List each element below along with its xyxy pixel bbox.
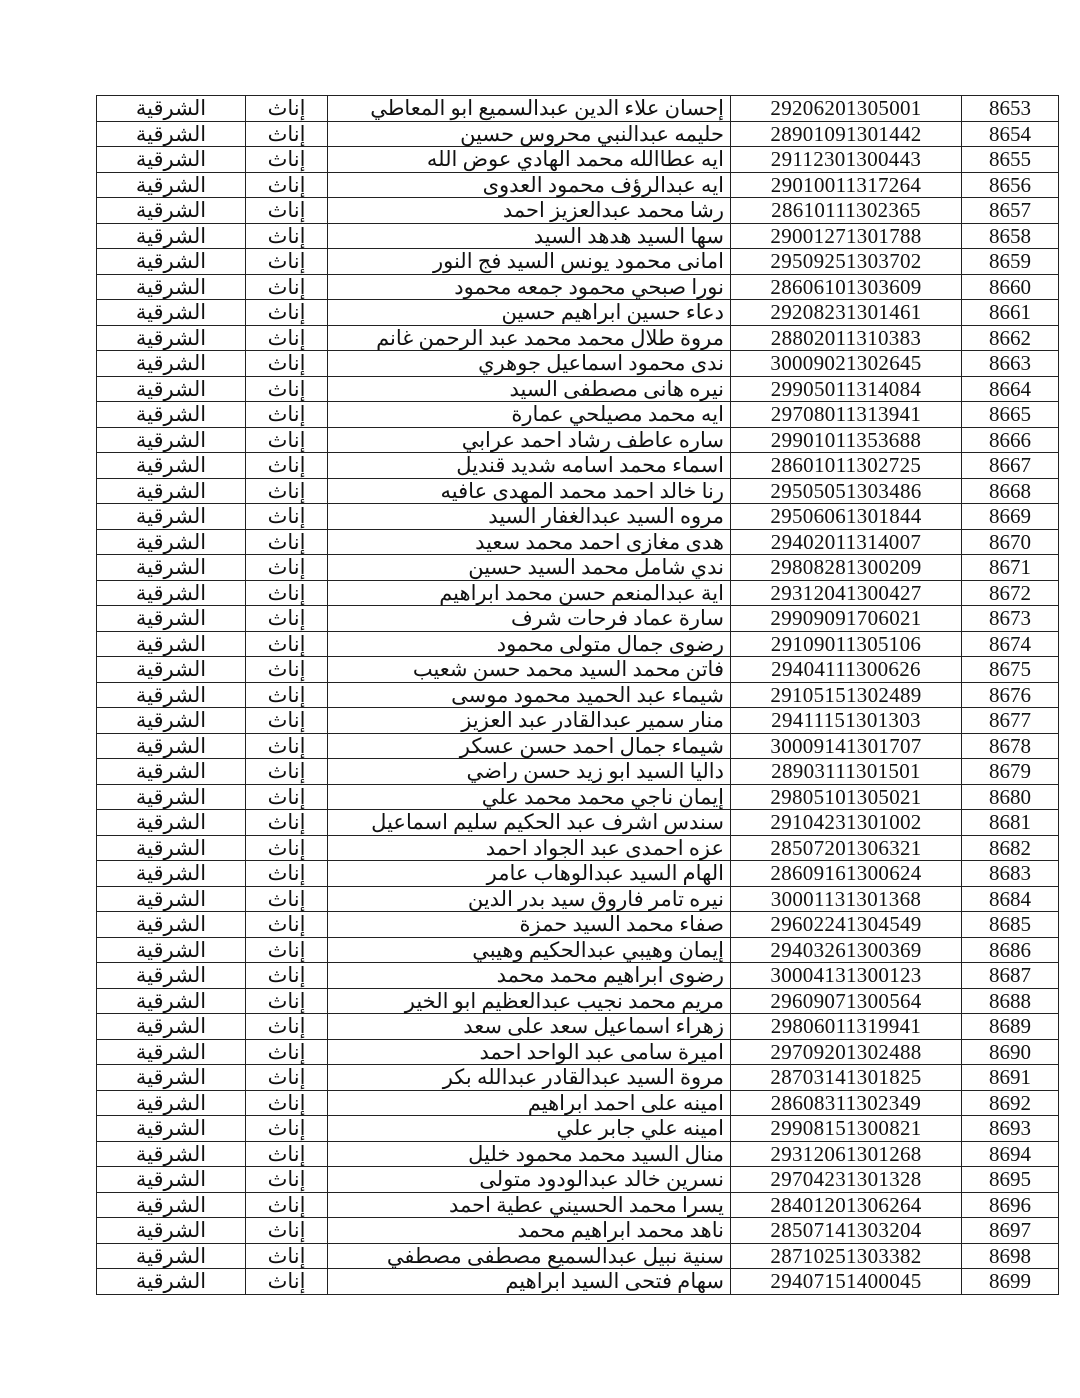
table-row: [97, 453, 1059, 479]
serial-number-cell: 8695: [962, 1167, 1059, 1193]
national-id-cell: 29104231301002: [731, 810, 962, 836]
national-id-cell: 29112301300443: [731, 147, 962, 173]
gender-cell: إناث: [246, 121, 328, 147]
serial-number-cell: 8683: [962, 861, 1059, 887]
full-name-cell: سندس اشرف عبد الحكيم سليم اسماعيل: [328, 810, 731, 836]
national-id-cell: 29010011317264: [731, 172, 962, 198]
national-id-cell: 29208231301461: [731, 300, 962, 326]
gender-cell: إناث: [246, 96, 328, 122]
national-id-cell: 29312041300427: [731, 580, 962, 606]
table-row: [97, 300, 1059, 326]
governorate-cell: الشرقية: [97, 1090, 246, 1116]
governorate-cell: الشرقية: [97, 172, 246, 198]
full-name-cell: مروه السيد عبدالغفار السيد: [328, 504, 731, 530]
gender-cell: إناث: [246, 631, 328, 657]
governorate-cell: الشرقية: [97, 912, 246, 938]
full-name-cell: عزه احمدى عبد الجواد احمد: [328, 835, 731, 861]
full-name-cell: سنية نبيل عبدالسميع مصطفى مصطفي: [328, 1243, 731, 1269]
national-id-cell: 28903111301501: [731, 759, 962, 785]
gender-cell: إناث: [246, 1141, 328, 1167]
national-id-cell: 29509251303702: [731, 249, 962, 275]
table-row: [97, 1218, 1059, 1244]
serial-number-cell: 8669: [962, 504, 1059, 530]
serial-number-cell: 8693: [962, 1116, 1059, 1142]
table-row: [97, 606, 1059, 632]
table-row: [97, 478, 1059, 504]
full-name-cell: مروة طلال محمد محمد عبد الرحمن غانم: [328, 325, 731, 351]
gender-cell: إناث: [246, 861, 328, 887]
serial-number-cell: 8654: [962, 121, 1059, 147]
full-name-cell: زهراء اسماعيل سعد على سعد: [328, 1014, 731, 1040]
serial-number-cell: 8692: [962, 1090, 1059, 1116]
full-name-cell: داليا السيد ابو زيد حسن راضي: [328, 759, 731, 785]
serial-number-cell: 8688: [962, 988, 1059, 1014]
gender-cell: إناث: [246, 1090, 328, 1116]
governorate-cell: الشرقية: [97, 555, 246, 581]
gender-cell: إناث: [246, 249, 328, 275]
full-name-cell: نيره تامر فاروق سيد بدر الدين: [328, 886, 731, 912]
table-row: [97, 1116, 1059, 1142]
serial-number-cell: 8670: [962, 529, 1059, 555]
table-row: [97, 121, 1059, 147]
full-name-cell: سهام فتحى السيد ابراهيم: [328, 1269, 731, 1295]
table-row: [97, 1269, 1059, 1295]
governorate-cell: الشرقية: [97, 886, 246, 912]
gender-cell: إناث: [246, 1039, 328, 1065]
table-row: [97, 351, 1059, 377]
table-row: [97, 1243, 1059, 1269]
full-name-cell: ايه عبدالرؤف محمود العدوى: [328, 172, 731, 198]
table-row: [97, 810, 1059, 836]
national-id-cell: 29505051303486: [731, 478, 962, 504]
national-id-cell: 29806011319941: [731, 1014, 962, 1040]
serial-number-cell: 8689: [962, 1014, 1059, 1040]
national-id-cell: 30004131300123: [731, 963, 962, 989]
national-id-cell: 29905011314084: [731, 376, 962, 402]
gender-cell: إناث: [246, 886, 328, 912]
full-name-cell: حليمه عبدالنبي محروس حسين: [328, 121, 731, 147]
gender-cell: إناث: [246, 555, 328, 581]
table-row: [97, 988, 1059, 1014]
table-row: [97, 963, 1059, 989]
table-row: [97, 682, 1059, 708]
serial-number-cell: 8682: [962, 835, 1059, 861]
governorate-cell: الشرقية: [97, 351, 246, 377]
full-name-cell: شيماء عبد الحميد محمود موسى: [328, 682, 731, 708]
national-id-cell: 28710251303382: [731, 1243, 962, 1269]
serial-number-cell: 8663: [962, 351, 1059, 377]
full-name-cell: مروة السيد عبدالقادر عبدالله بكر: [328, 1065, 731, 1091]
table-row: [97, 759, 1059, 785]
gender-cell: إناث: [246, 529, 328, 555]
table-row: [97, 1039, 1059, 1065]
governorate-cell: الشرقية: [97, 1269, 246, 1295]
serial-number-cell: 8678: [962, 733, 1059, 759]
gender-cell: إناث: [246, 733, 328, 759]
governorate-cell: الشرقية: [97, 1039, 246, 1065]
full-name-cell: الهام السيد عبدالوهاب عامر: [328, 861, 731, 887]
gender-cell: إناث: [246, 325, 328, 351]
serial-number-cell: 8680: [962, 784, 1059, 810]
gender-cell: إناث: [246, 1065, 328, 1091]
full-name-cell: سها السيد هدهد السيد: [328, 223, 731, 249]
governorate-cell: الشرقية: [97, 1167, 246, 1193]
serial-number-cell: 8666: [962, 427, 1059, 453]
table-row: [97, 708, 1059, 734]
table-row: [97, 580, 1059, 606]
governorate-cell: الشرقية: [97, 223, 246, 249]
full-name-cell: هدى مغازى احمد محمد سعيد: [328, 529, 731, 555]
full-name-cell: اميرة سامى عبد الواحد احمد: [328, 1039, 731, 1065]
national-id-cell: 28703141301825: [731, 1065, 962, 1091]
national-id-cell: 29805101305021: [731, 784, 962, 810]
serial-number-cell: 8679: [962, 759, 1059, 785]
serial-number-cell: 8673: [962, 606, 1059, 632]
gender-cell: إناث: [246, 835, 328, 861]
roster-table: [96, 95, 1059, 1295]
national-id-cell: 29908151300821: [731, 1116, 962, 1142]
governorate-cell: الشرقية: [97, 427, 246, 453]
serial-number-cell: 8685: [962, 912, 1059, 938]
table-row: [97, 1065, 1059, 1091]
national-id-cell: 29808281300209: [731, 555, 962, 581]
full-name-cell: إحسان علاء الدين عبدالسميع ابو المعاطي: [328, 96, 731, 122]
national-id-cell: 29709201302488: [731, 1039, 962, 1065]
serial-number-cell: 8657: [962, 198, 1059, 224]
gender-cell: إناث: [246, 147, 328, 173]
table-row: [97, 504, 1059, 530]
governorate-cell: الشرقية: [97, 402, 246, 428]
full-name-cell: رنا خالد احمد محمد المهدى عافيه: [328, 478, 731, 504]
full-name-cell: مريم محمد نجيب عبدالعظيم ابو الخير: [328, 988, 731, 1014]
full-name-cell: منار سمير عبدالقادر عبد العزيز: [328, 708, 731, 734]
full-name-cell: ندى محمود اسماعيل جوهري: [328, 351, 731, 377]
national-id-cell: 28802011310383: [731, 325, 962, 351]
gender-cell: إناث: [246, 1269, 328, 1295]
full-name-cell: فاتن محمد السيد محمد حسن شعيب: [328, 657, 731, 683]
gender-cell: إناث: [246, 402, 328, 428]
serial-number-cell: 8655: [962, 147, 1059, 173]
table-row: [97, 1141, 1059, 1167]
national-id-cell: 29704231301328: [731, 1167, 962, 1193]
gender-cell: إناث: [246, 784, 328, 810]
gender-cell: إناث: [246, 1192, 328, 1218]
table-row: [97, 784, 1059, 810]
full-name-cell: امينه على احمد ابراهيم: [328, 1090, 731, 1116]
governorate-cell: الشرقية: [97, 733, 246, 759]
serial-number-cell: 8674: [962, 631, 1059, 657]
governorate-cell: الشرقية: [97, 1014, 246, 1040]
serial-number-cell: 8677: [962, 708, 1059, 734]
table-row: [97, 376, 1059, 402]
full-name-cell: اية عبدالمنعم حسن محمد ابراهيم: [328, 580, 731, 606]
serial-number-cell: 8691: [962, 1065, 1059, 1091]
table-row: [97, 1192, 1059, 1218]
gender-cell: إناث: [246, 504, 328, 530]
full-name-cell: نيره هانى مصطفى السيد: [328, 376, 731, 402]
national-id-cell: 29909091706021: [731, 606, 962, 632]
governorate-cell: الشرقية: [97, 708, 246, 734]
table-row: [97, 147, 1059, 173]
gender-cell: إناث: [246, 478, 328, 504]
gender-cell: إناث: [246, 1014, 328, 1040]
national-id-cell: 28507141303204: [731, 1218, 962, 1244]
gender-cell: إناث: [246, 580, 328, 606]
table-row: [97, 223, 1059, 249]
gender-cell: إناث: [246, 274, 328, 300]
gender-cell: إناث: [246, 1218, 328, 1244]
serial-number-cell: 8665: [962, 402, 1059, 428]
full-name-cell: ناهد محمد ابراهيم محمد: [328, 1218, 731, 1244]
gender-cell: إناث: [246, 912, 328, 938]
serial-number-cell: 8690: [962, 1039, 1059, 1065]
serial-number-cell: 8662: [962, 325, 1059, 351]
gender-cell: إناث: [246, 810, 328, 836]
national-id-cell: 29901011353688: [731, 427, 962, 453]
national-id-cell: 29407151400045: [731, 1269, 962, 1295]
serial-number-cell: 8675: [962, 657, 1059, 683]
national-id-cell: 29109011305106: [731, 631, 962, 657]
full-name-cell: سارة عماد فرحات شرف: [328, 606, 731, 632]
governorate-cell: الشرقية: [97, 988, 246, 1014]
governorate-cell: الشرقية: [97, 121, 246, 147]
serial-number-cell: 8697: [962, 1218, 1059, 1244]
full-name-cell: رشا محمد عبدالعزيز احمد: [328, 198, 731, 224]
serial-number-cell: 8676: [962, 682, 1059, 708]
national-id-cell: 29403261300369: [731, 937, 962, 963]
table-row: [97, 886, 1059, 912]
governorate-cell: الشرقية: [97, 249, 246, 275]
gender-cell: إناث: [246, 300, 328, 326]
full-name-cell: اسماء محمد اسامه شديد قنديل: [328, 453, 731, 479]
governorate-cell: الشرقية: [97, 1218, 246, 1244]
table-row: [97, 835, 1059, 861]
table-row: [97, 1014, 1059, 1040]
governorate-cell: الشرقية: [97, 631, 246, 657]
governorate-cell: الشرقية: [97, 861, 246, 887]
full-name-cell: دعاء حسين ابراهيم حسين: [328, 300, 731, 326]
governorate-cell: الشرقية: [97, 963, 246, 989]
governorate-cell: الشرقية: [97, 504, 246, 530]
governorate-cell: الشرقية: [97, 657, 246, 683]
national-id-cell: 29312061301268: [731, 1141, 962, 1167]
national-id-cell: 29404111300626: [731, 657, 962, 683]
national-id-cell: 29708011313941: [731, 402, 962, 428]
table-row: [97, 1090, 1059, 1116]
table-row: [97, 402, 1059, 428]
gender-cell: إناث: [246, 682, 328, 708]
table-row: [97, 96, 1059, 122]
full-name-cell: ايه محمد مصيلحي عمارة: [328, 402, 731, 428]
serial-number-cell: 8699: [962, 1269, 1059, 1295]
national-id-cell: 28901091301442: [731, 121, 962, 147]
governorate-cell: الشرقية: [97, 580, 246, 606]
full-name-cell: ندي شامل محمد السيد حسين: [328, 555, 731, 581]
gender-cell: إناث: [246, 963, 328, 989]
serial-number-cell: 8687: [962, 963, 1059, 989]
national-id-cell: 29206201305001: [731, 96, 962, 122]
serial-number-cell: 8658: [962, 223, 1059, 249]
gender-cell: إناث: [246, 937, 328, 963]
governorate-cell: الشرقية: [97, 198, 246, 224]
governorate-cell: الشرقية: [97, 147, 246, 173]
governorate-cell: الشرقية: [97, 300, 246, 326]
serial-number-cell: 8653: [962, 96, 1059, 122]
governorate-cell: الشرقية: [97, 606, 246, 632]
gender-cell: إناث: [246, 988, 328, 1014]
serial-number-cell: 8698: [962, 1243, 1059, 1269]
governorate-cell: الشرقية: [97, 325, 246, 351]
table-row: [97, 555, 1059, 581]
national-id-cell: 28606101303609: [731, 274, 962, 300]
table-row: [97, 733, 1059, 759]
table-row: [97, 631, 1059, 657]
governorate-cell: الشرقية: [97, 274, 246, 300]
full-name-cell: رضوى ابراهيم محمد محمد: [328, 963, 731, 989]
serial-number-cell: 8686: [962, 937, 1059, 963]
full-name-cell: شيماء جمال احمد حسن عسكر: [328, 733, 731, 759]
serial-number-cell: 8696: [962, 1192, 1059, 1218]
national-id-cell: 30009141301707: [731, 733, 962, 759]
full-name-cell: إيمان وهيبي عبدالحكيم وهيبي: [328, 937, 731, 963]
national-id-cell: 29001271301788: [731, 223, 962, 249]
document-page: [96, 95, 1031, 1295]
governorate-cell: الشرقية: [97, 835, 246, 861]
table-row: [97, 912, 1059, 938]
full-name-cell: منال السيد محمد محمود خليل: [328, 1141, 731, 1167]
governorate-cell: الشرقية: [97, 1243, 246, 1269]
national-id-cell: 30001131301368: [731, 886, 962, 912]
national-id-cell: 28608311302349: [731, 1090, 962, 1116]
gender-cell: إناث: [246, 172, 328, 198]
gender-cell: إناث: [246, 1243, 328, 1269]
full-name-cell: امانى محمود يونس السيد فج النور: [328, 249, 731, 275]
full-name-cell: ساره عاطف رشاد احمد عرابي: [328, 427, 731, 453]
gender-cell: إناث: [246, 223, 328, 249]
national-id-cell: 28609161300624: [731, 861, 962, 887]
gender-cell: إناث: [246, 427, 328, 453]
serial-number-cell: 8659: [962, 249, 1059, 275]
table-row: [97, 325, 1059, 351]
serial-number-cell: 8681: [962, 810, 1059, 836]
table-row: [97, 249, 1059, 275]
governorate-cell: الشرقية: [97, 478, 246, 504]
gender-cell: إناث: [246, 657, 328, 683]
table-row: [97, 427, 1059, 453]
table-row: [97, 198, 1059, 224]
national-id-cell: 29411151301303: [731, 708, 962, 734]
serial-number-cell: 8667: [962, 453, 1059, 479]
gender-cell: إناث: [246, 759, 328, 785]
governorate-cell: الشرقية: [97, 759, 246, 785]
roster-table-body: [97, 96, 1059, 1295]
national-id-cell: 28601011302725: [731, 453, 962, 479]
table-row: [97, 529, 1059, 555]
national-id-cell: 30009021302645: [731, 351, 962, 377]
serial-number-cell: 8694: [962, 1141, 1059, 1167]
gender-cell: إناث: [246, 708, 328, 734]
national-id-cell: 29506061301844: [731, 504, 962, 530]
full-name-cell: نسرين خالد عبدالودود متولى: [328, 1167, 731, 1193]
governorate-cell: الشرقية: [97, 529, 246, 555]
governorate-cell: الشرقية: [97, 376, 246, 402]
table-row: [97, 274, 1059, 300]
national-id-cell: 29105151302489: [731, 682, 962, 708]
national-id-cell: 28610111302365: [731, 198, 962, 224]
gender-cell: إناث: [246, 351, 328, 377]
table-row: [97, 861, 1059, 887]
serial-number-cell: 8656: [962, 172, 1059, 198]
governorate-cell: الشرقية: [97, 96, 246, 122]
national-id-cell: 29402011314007: [731, 529, 962, 555]
serial-number-cell: 8668: [962, 478, 1059, 504]
serial-number-cell: 8672: [962, 580, 1059, 606]
gender-cell: إناث: [246, 606, 328, 632]
governorate-cell: الشرقية: [97, 682, 246, 708]
governorate-cell: الشرقية: [97, 453, 246, 479]
full-name-cell: يسرا محمد الحسيني عطية احمد: [328, 1192, 731, 1218]
governorate-cell: الشرقية: [97, 810, 246, 836]
governorate-cell: الشرقية: [97, 1192, 246, 1218]
national-id-cell: 29609071300564: [731, 988, 962, 1014]
national-id-cell: 28507201306321: [731, 835, 962, 861]
full-name-cell: نورا صبحي محمود جمعه محمود: [328, 274, 731, 300]
full-name-cell: ايه عطاالله محمد الهادي عوض الله: [328, 147, 731, 173]
table-row: [97, 657, 1059, 683]
full-name-cell: امينه علي جابر علي: [328, 1116, 731, 1142]
serial-number-cell: 8684: [962, 886, 1059, 912]
full-name-cell: صفاء محمد السيد حمزة: [328, 912, 731, 938]
serial-number-cell: 8661: [962, 300, 1059, 326]
gender-cell: إناث: [246, 453, 328, 479]
governorate-cell: الشرقية: [97, 1065, 246, 1091]
governorate-cell: الشرقية: [97, 1116, 246, 1142]
serial-number-cell: 8671: [962, 555, 1059, 581]
gender-cell: إناث: [246, 198, 328, 224]
governorate-cell: الشرقية: [97, 937, 246, 963]
serial-number-cell: 8660: [962, 274, 1059, 300]
serial-number-cell: 8664: [962, 376, 1059, 402]
gender-cell: إناث: [246, 376, 328, 402]
table-row: [97, 1167, 1059, 1193]
governorate-cell: الشرقية: [97, 1141, 246, 1167]
national-id-cell: 29602241304549: [731, 912, 962, 938]
table-row: [97, 172, 1059, 198]
table-row: [97, 937, 1059, 963]
governorate-cell: الشرقية: [97, 784, 246, 810]
gender-cell: إناث: [246, 1167, 328, 1193]
gender-cell: إناث: [246, 1116, 328, 1142]
full-name-cell: رضوى جمال متولى محمود: [328, 631, 731, 657]
national-id-cell: 28401201306264: [731, 1192, 962, 1218]
full-name-cell: إيمان ناجي محمد محمد علي: [328, 784, 731, 810]
